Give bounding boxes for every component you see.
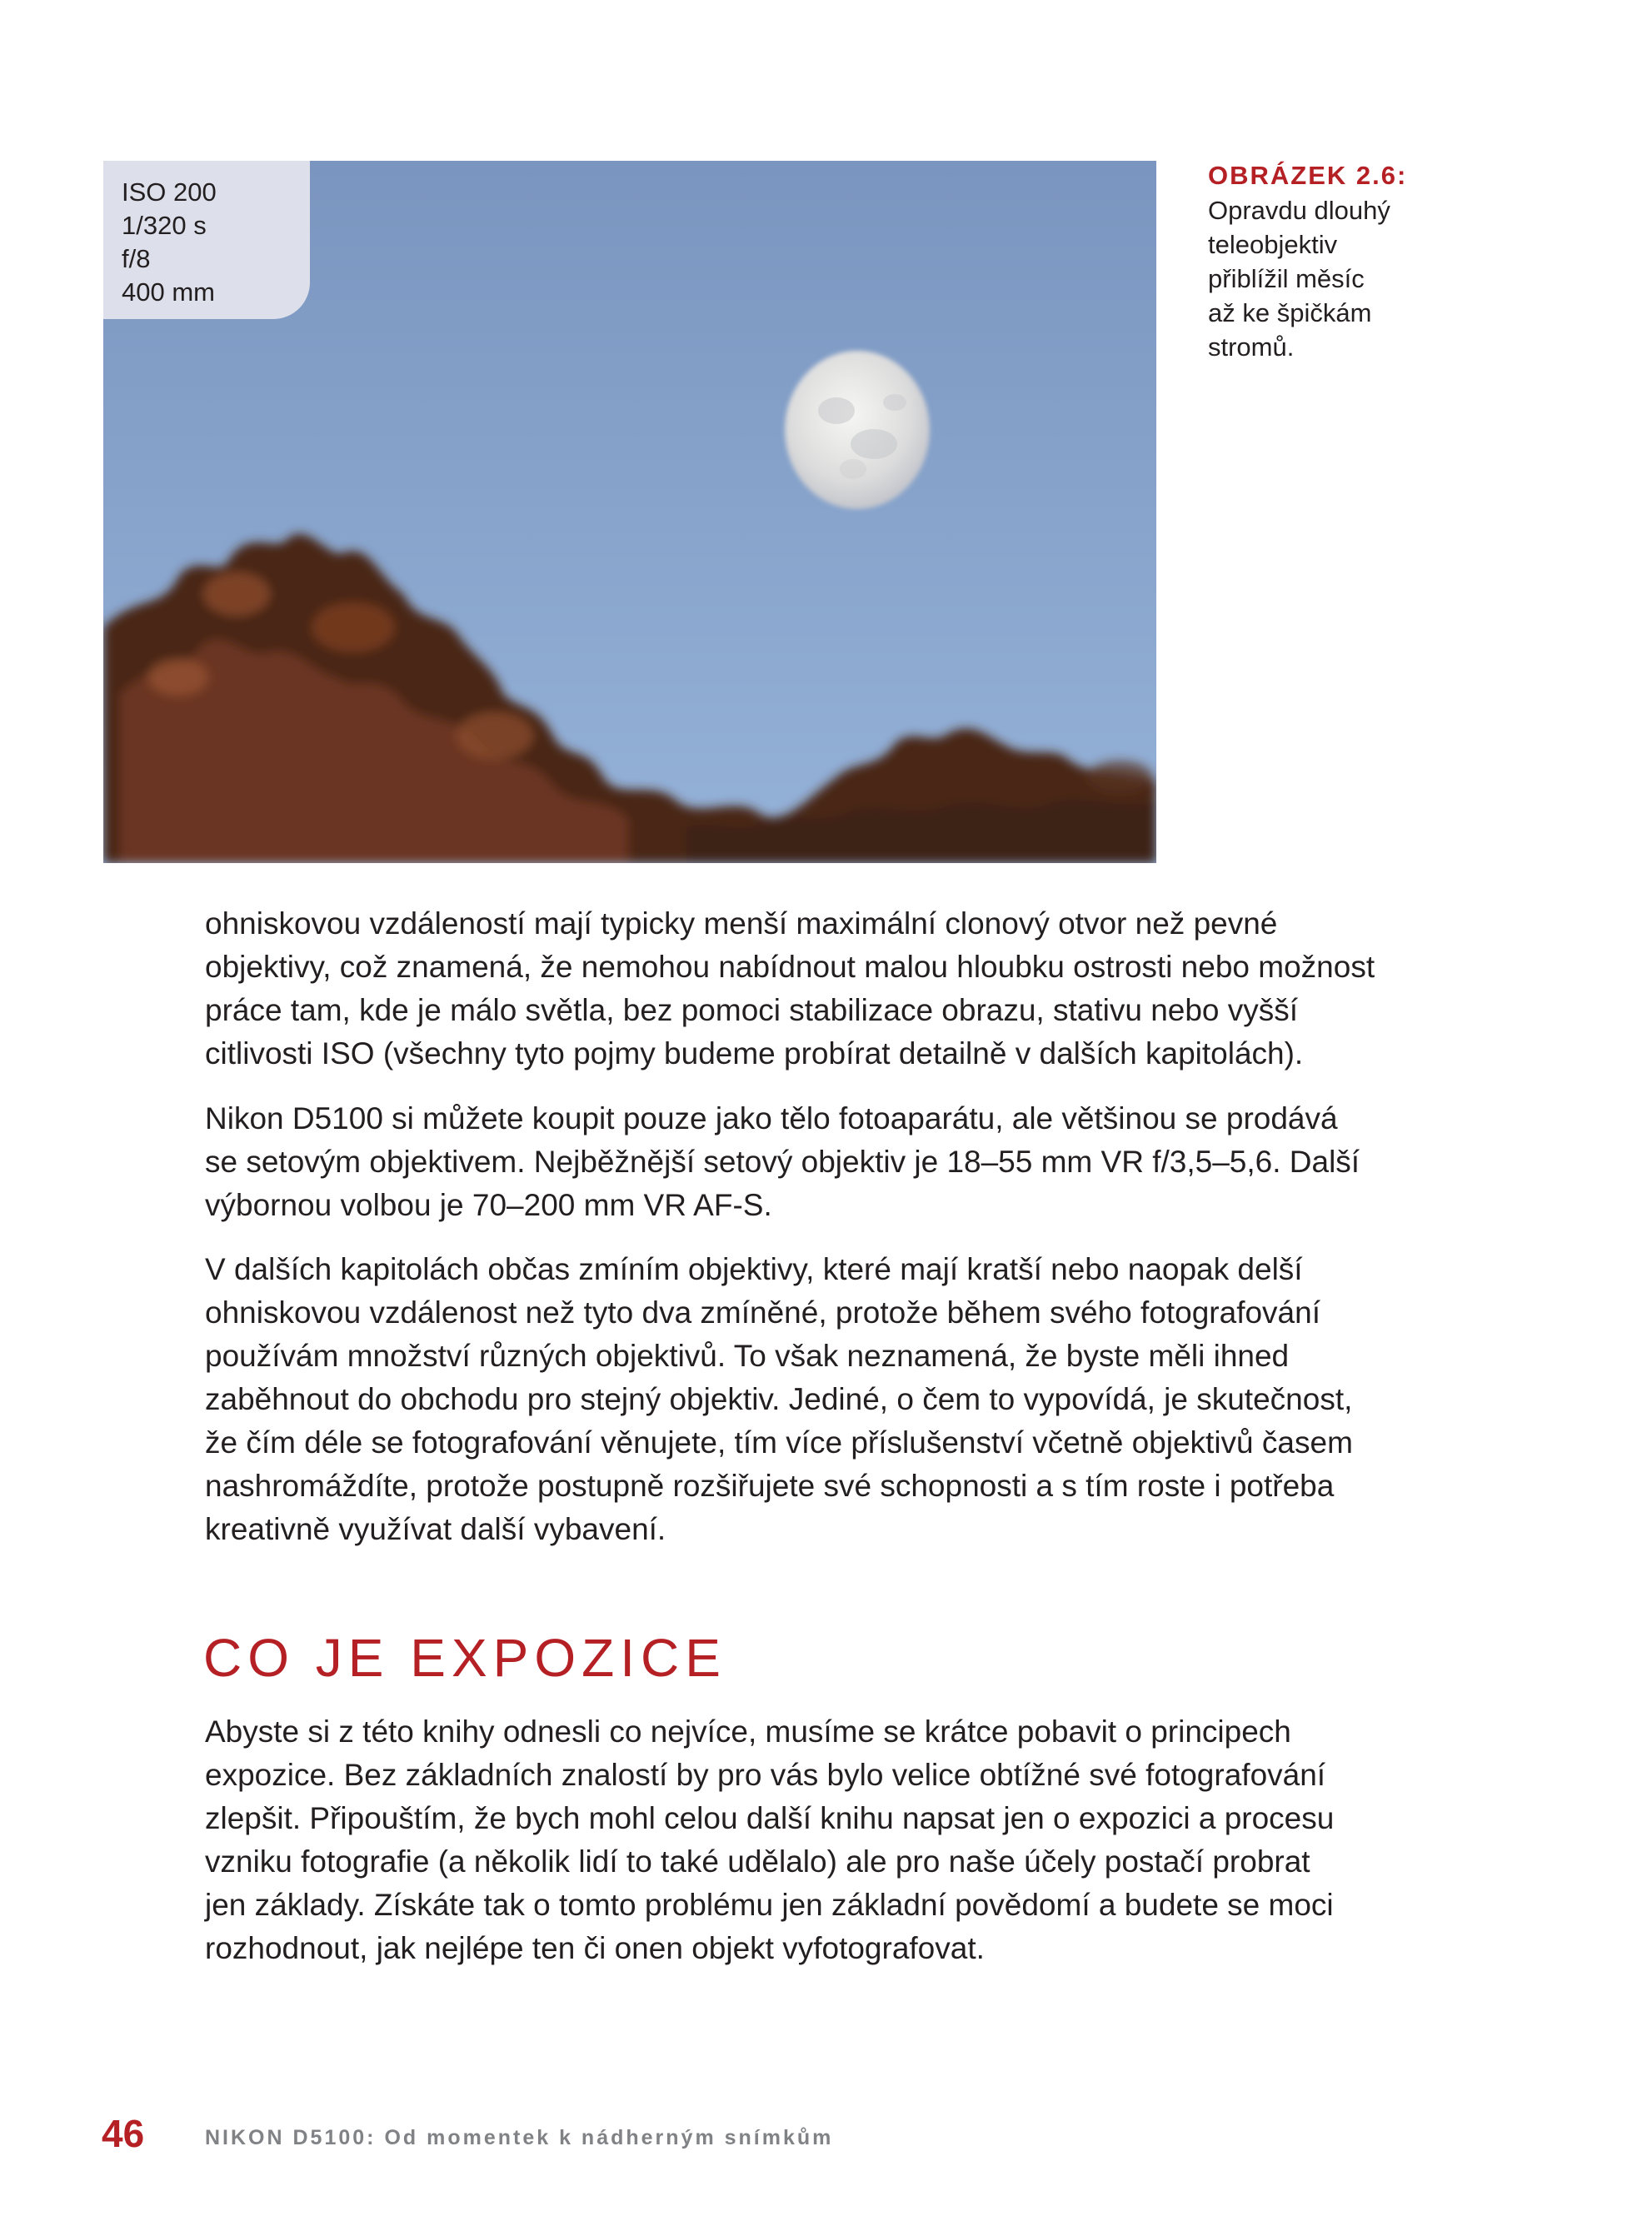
caption-line: až ke špičkám [1208, 298, 1372, 327]
exif-focal-length: 400 mm [122, 277, 215, 307]
text-line: zaběhnout do obchodu pro stejný objektiv. Jediné, o čem to vypovídá, je skutečnost, [205, 1382, 1353, 1416]
text-line: expozice. Bez základních znalostí by pro vás bylo velice obtížné své fotografování [205, 1758, 1326, 1792]
text-line: Nikon D5100 si můžete koupit pouze jako tělo fotoaparátu, ale většinou se prodává [205, 1101, 1338, 1135]
section-heading: CO JE EXPOZICE [203, 1628, 726, 1688]
text-line: kreativně využívat další vybavení. [205, 1512, 666, 1546]
body-paragraph [205, 1097, 1455, 1227]
text-line: ohniskovou vzdálenost než tyto dva zmíněné, protože během svého fotografování [205, 1295, 1320, 1330]
text-line: práce tam, kde je málo světla, bez pomoci stabilizace obrazu, stativu nebo vyšší [205, 993, 1299, 1027]
caption-line: stromů. [1208, 332, 1295, 362]
body-paragraph [205, 1248, 1455, 1551]
running-head: NIKON D5100: Od momentek k nádherným snímkům [205, 2126, 834, 2149]
page-number: 46 [102, 2112, 145, 2155]
caption-line: přiblížil měsíc [1208, 264, 1365, 293]
caption-line: Opravdu dlouhý [1208, 196, 1390, 225]
exif-iso: ISO 200 [122, 177, 217, 207]
exif-aperture: f/8 [122, 244, 151, 273]
section-paragraph [205, 1710, 1455, 1970]
text-line: rozhodnout, jak nejlépe ten či onen objekt vyfotografovat. [205, 1931, 985, 1965]
text-line: Abyste si z této knihy odnesli co nejvíce, musíme se krátce pobavit o principech [205, 1714, 1291, 1749]
text-line: V dalších kapitolách občas zmíním objektivy, které mají kratší nebo naopak delší [205, 1252, 1303, 1286]
text-line: ohniskovou vzdáleností mají typicky menší maximální clonový otvor než pevné [205, 906, 1278, 941]
text-line: se setovým objektivem. Nejběžnější setový objektiv je 18–55 mm VR f/3,5–5,6. Další [205, 1145, 1360, 1179]
figure-caption [1208, 158, 1458, 364]
caption-line: teleobjektiv [1208, 230, 1338, 259]
text-line: zlepšit. Připouštím, že bych mohl celou další knihu napsat jen o expozici a procesu [205, 1801, 1335, 1835]
text-line: že čím déle se fotografování věnujete, tím více příslušenství včetně objektivů časem [205, 1425, 1353, 1460]
body-paragraph [205, 902, 1455, 1076]
text-line: citlivosti ISO (všechny tyto pojmy budeme probírat detailně v dalších kapitolách). [205, 1036, 1304, 1071]
text-line: výbornou volbou je 70–200 mm VR AF-S. [205, 1188, 772, 1222]
text-line: používám množství různých objektivů. To však neznamená, že byste měli ihned [205, 1339, 1290, 1373]
caption-label: OBRÁZEK 2.6: [1208, 161, 1408, 190]
text-line: nashromáždíte, protože postupně rozšiřujete své schopnosti a s tím roste i potřeba [205, 1469, 1335, 1503]
exif-overlay [103, 161, 310, 319]
text-line: objektivy, což znamená, že nemohou nabídnout malou hloubku ostrosti nebo možnost [205, 950, 1375, 984]
text-line: jen základy. Získáte tak o tomto problému jen základní povědomí a budete se moci [205, 1888, 1334, 1922]
moon [785, 351, 930, 509]
text-line: vzniku fotografie (a několik lidí to také udělalo) ale pro naše účely postačí probrat [205, 1844, 1310, 1879]
exif-shutter: 1/320 s [122, 211, 207, 240]
